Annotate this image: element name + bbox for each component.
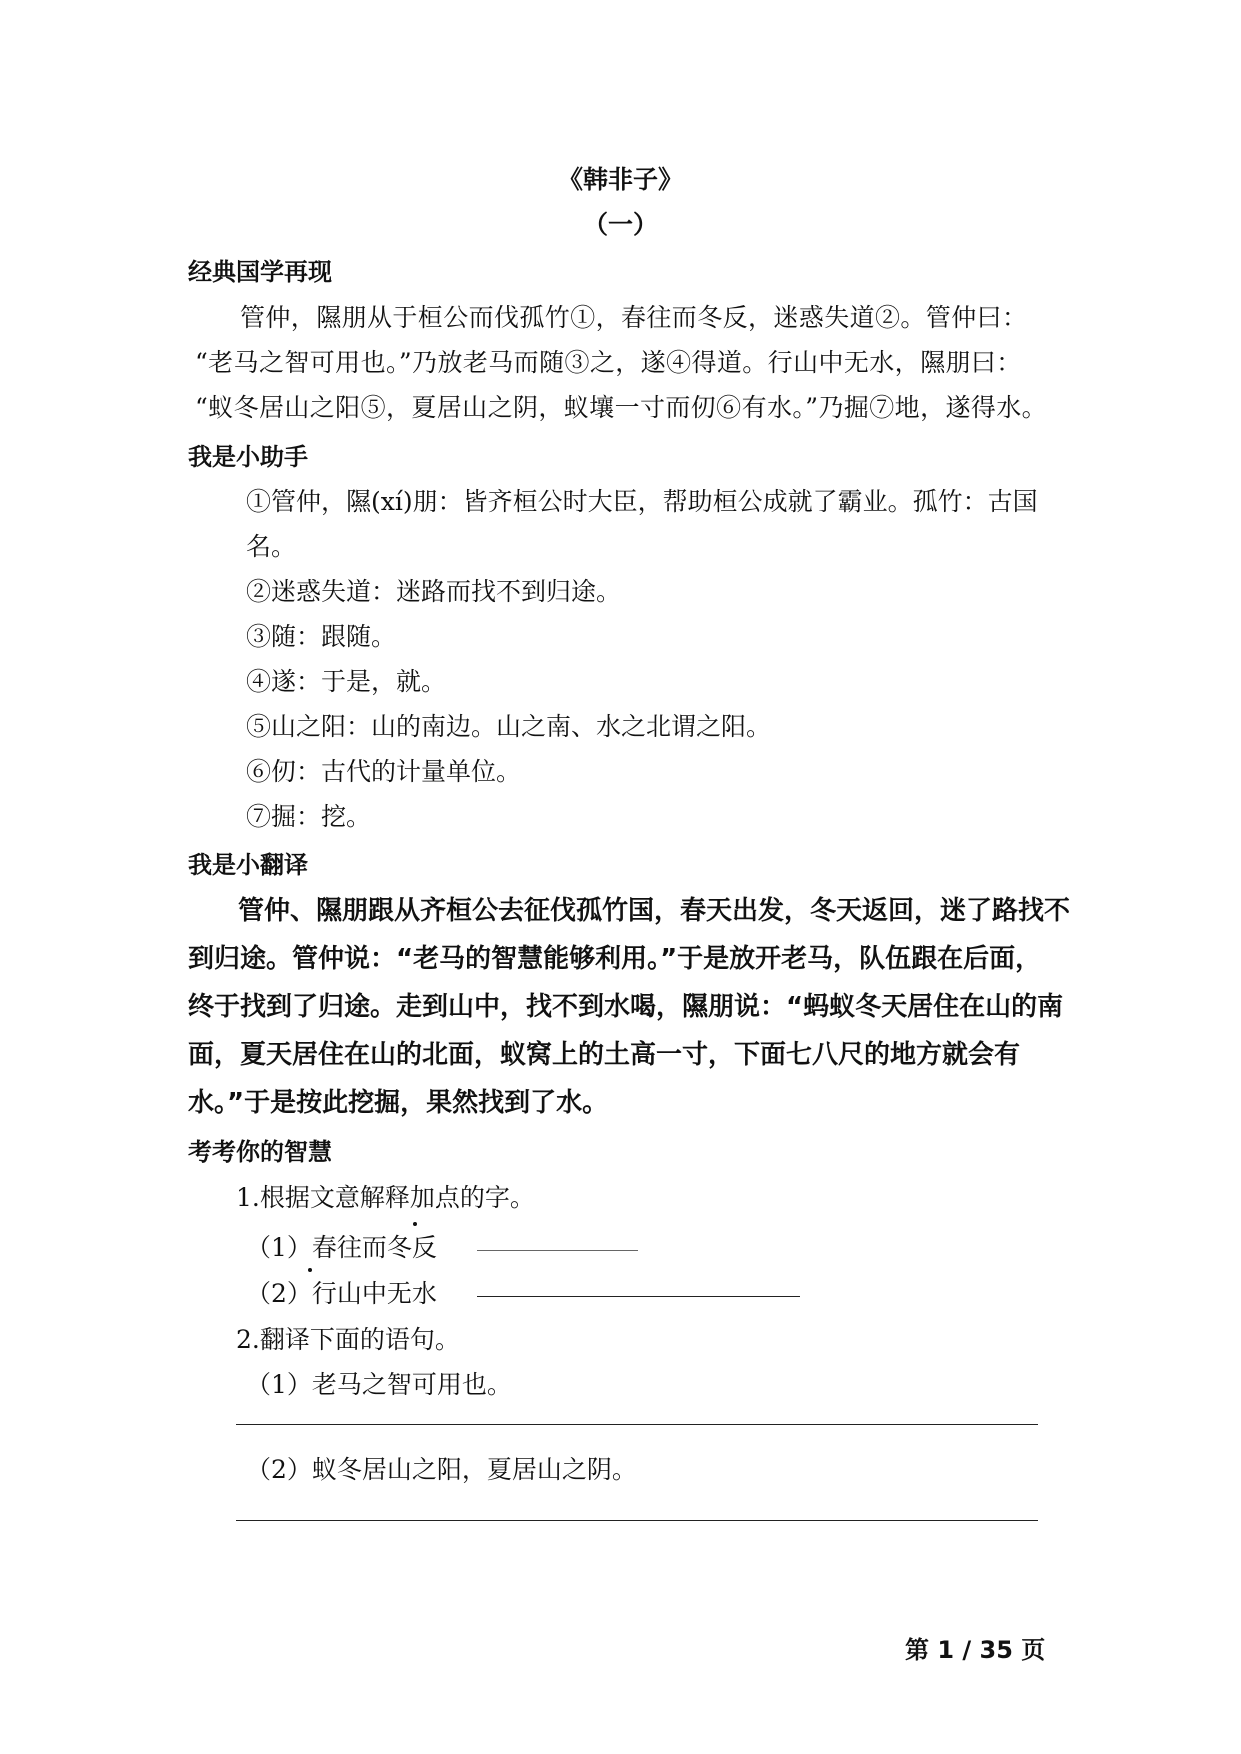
note-item: 名。 (246, 532, 297, 561)
question-1-item-1: （1）春往而冬反 (246, 1233, 437, 1262)
note-item: ①管仲，隰(xí)朋：皆齐桓公时大臣，帮助桓公成就了霸业。孤竹：古国 (246, 487, 1038, 516)
section-heading-classic: 经典国学再现 (188, 258, 332, 286)
classic-text-line: “老马之智可用也。”乃放老马而随③之，遂④得道。行山中无水，隰朋曰： (195, 348, 1022, 377)
emphasis-dot (413, 1222, 417, 1226)
note-item: ④遂：于是，就。 (246, 667, 447, 696)
translation-line: 到归途。管仲说：“老马的智慧能够利用。”于是放开老马，队伍跟在后面， (188, 944, 1042, 974)
page-number: 第 1 / 35 页 (905, 1636, 1046, 1664)
answer-line[interactable] (477, 1296, 800, 1297)
note-item: ②迷惑失道：迷路而找不到归途。 (246, 577, 622, 606)
note-item: ⑤山之阳：山的南边。山之南、水之北谓之阳。 (246, 712, 772, 741)
translation-line: 面，夏天居住在山的北面，蚁窝上的土高一寸，下面七八尺的地方就会有 (188, 1040, 1021, 1070)
note-item: ③随：跟随。 (246, 622, 397, 651)
document-title: 《韩非子》 (557, 165, 683, 194)
question-1: 1.根据文意解释加点的字。 (236, 1183, 535, 1212)
question-2-item-1: （1）老马之智可用也。 (246, 1370, 512, 1399)
note-item: ⑥仞：古代的计量单位。 (246, 757, 522, 786)
question-1-item-2: （2）行山中无水 (246, 1279, 437, 1308)
section-heading-translate: 我是小翻译 (188, 851, 308, 879)
section-heading-quiz: 考考你的智慧 (188, 1138, 332, 1166)
question-2: 2.翻译下面的语句。 (236, 1325, 460, 1354)
translation-line: 水。”于是按此挖掘，果然找到了水。 (188, 1088, 609, 1118)
answer-line[interactable] (236, 1424, 1038, 1425)
translation-line: 终于找到了归途。走到山中，找不到水喝，隰朋说：“蚂蚁冬天居住在山的南 (188, 992, 1064, 1022)
emphasis-dot (308, 1268, 312, 1272)
section-heading-helper: 我是小助手 (188, 443, 308, 471)
answer-line[interactable] (477, 1250, 638, 1251)
question-2-item-2: （2）蚁冬居山之阳，夏居山之阴。 (246, 1455, 637, 1484)
classic-text-line: “蚁冬居山之阳⑤，夏居山之阴，蚁壤一寸而仞⑥有水。”乃掘⑦地，遂得水。 (195, 393, 1048, 422)
document-subtitle: （一） (582, 210, 658, 239)
answer-line[interactable] (236, 1520, 1038, 1521)
classic-text-line: 管仲，隰朋从于桓公而伐孤竹①，春往而冬反，迷惑失道②。管仲曰： (240, 303, 1028, 332)
translation-line: 管仲、隰朋跟从齐桓公去征伐孤竹国，春天出发，冬天返回，迷了路找不 (238, 896, 1071, 926)
note-item: ⑦掘：挖。 (246, 802, 372, 831)
